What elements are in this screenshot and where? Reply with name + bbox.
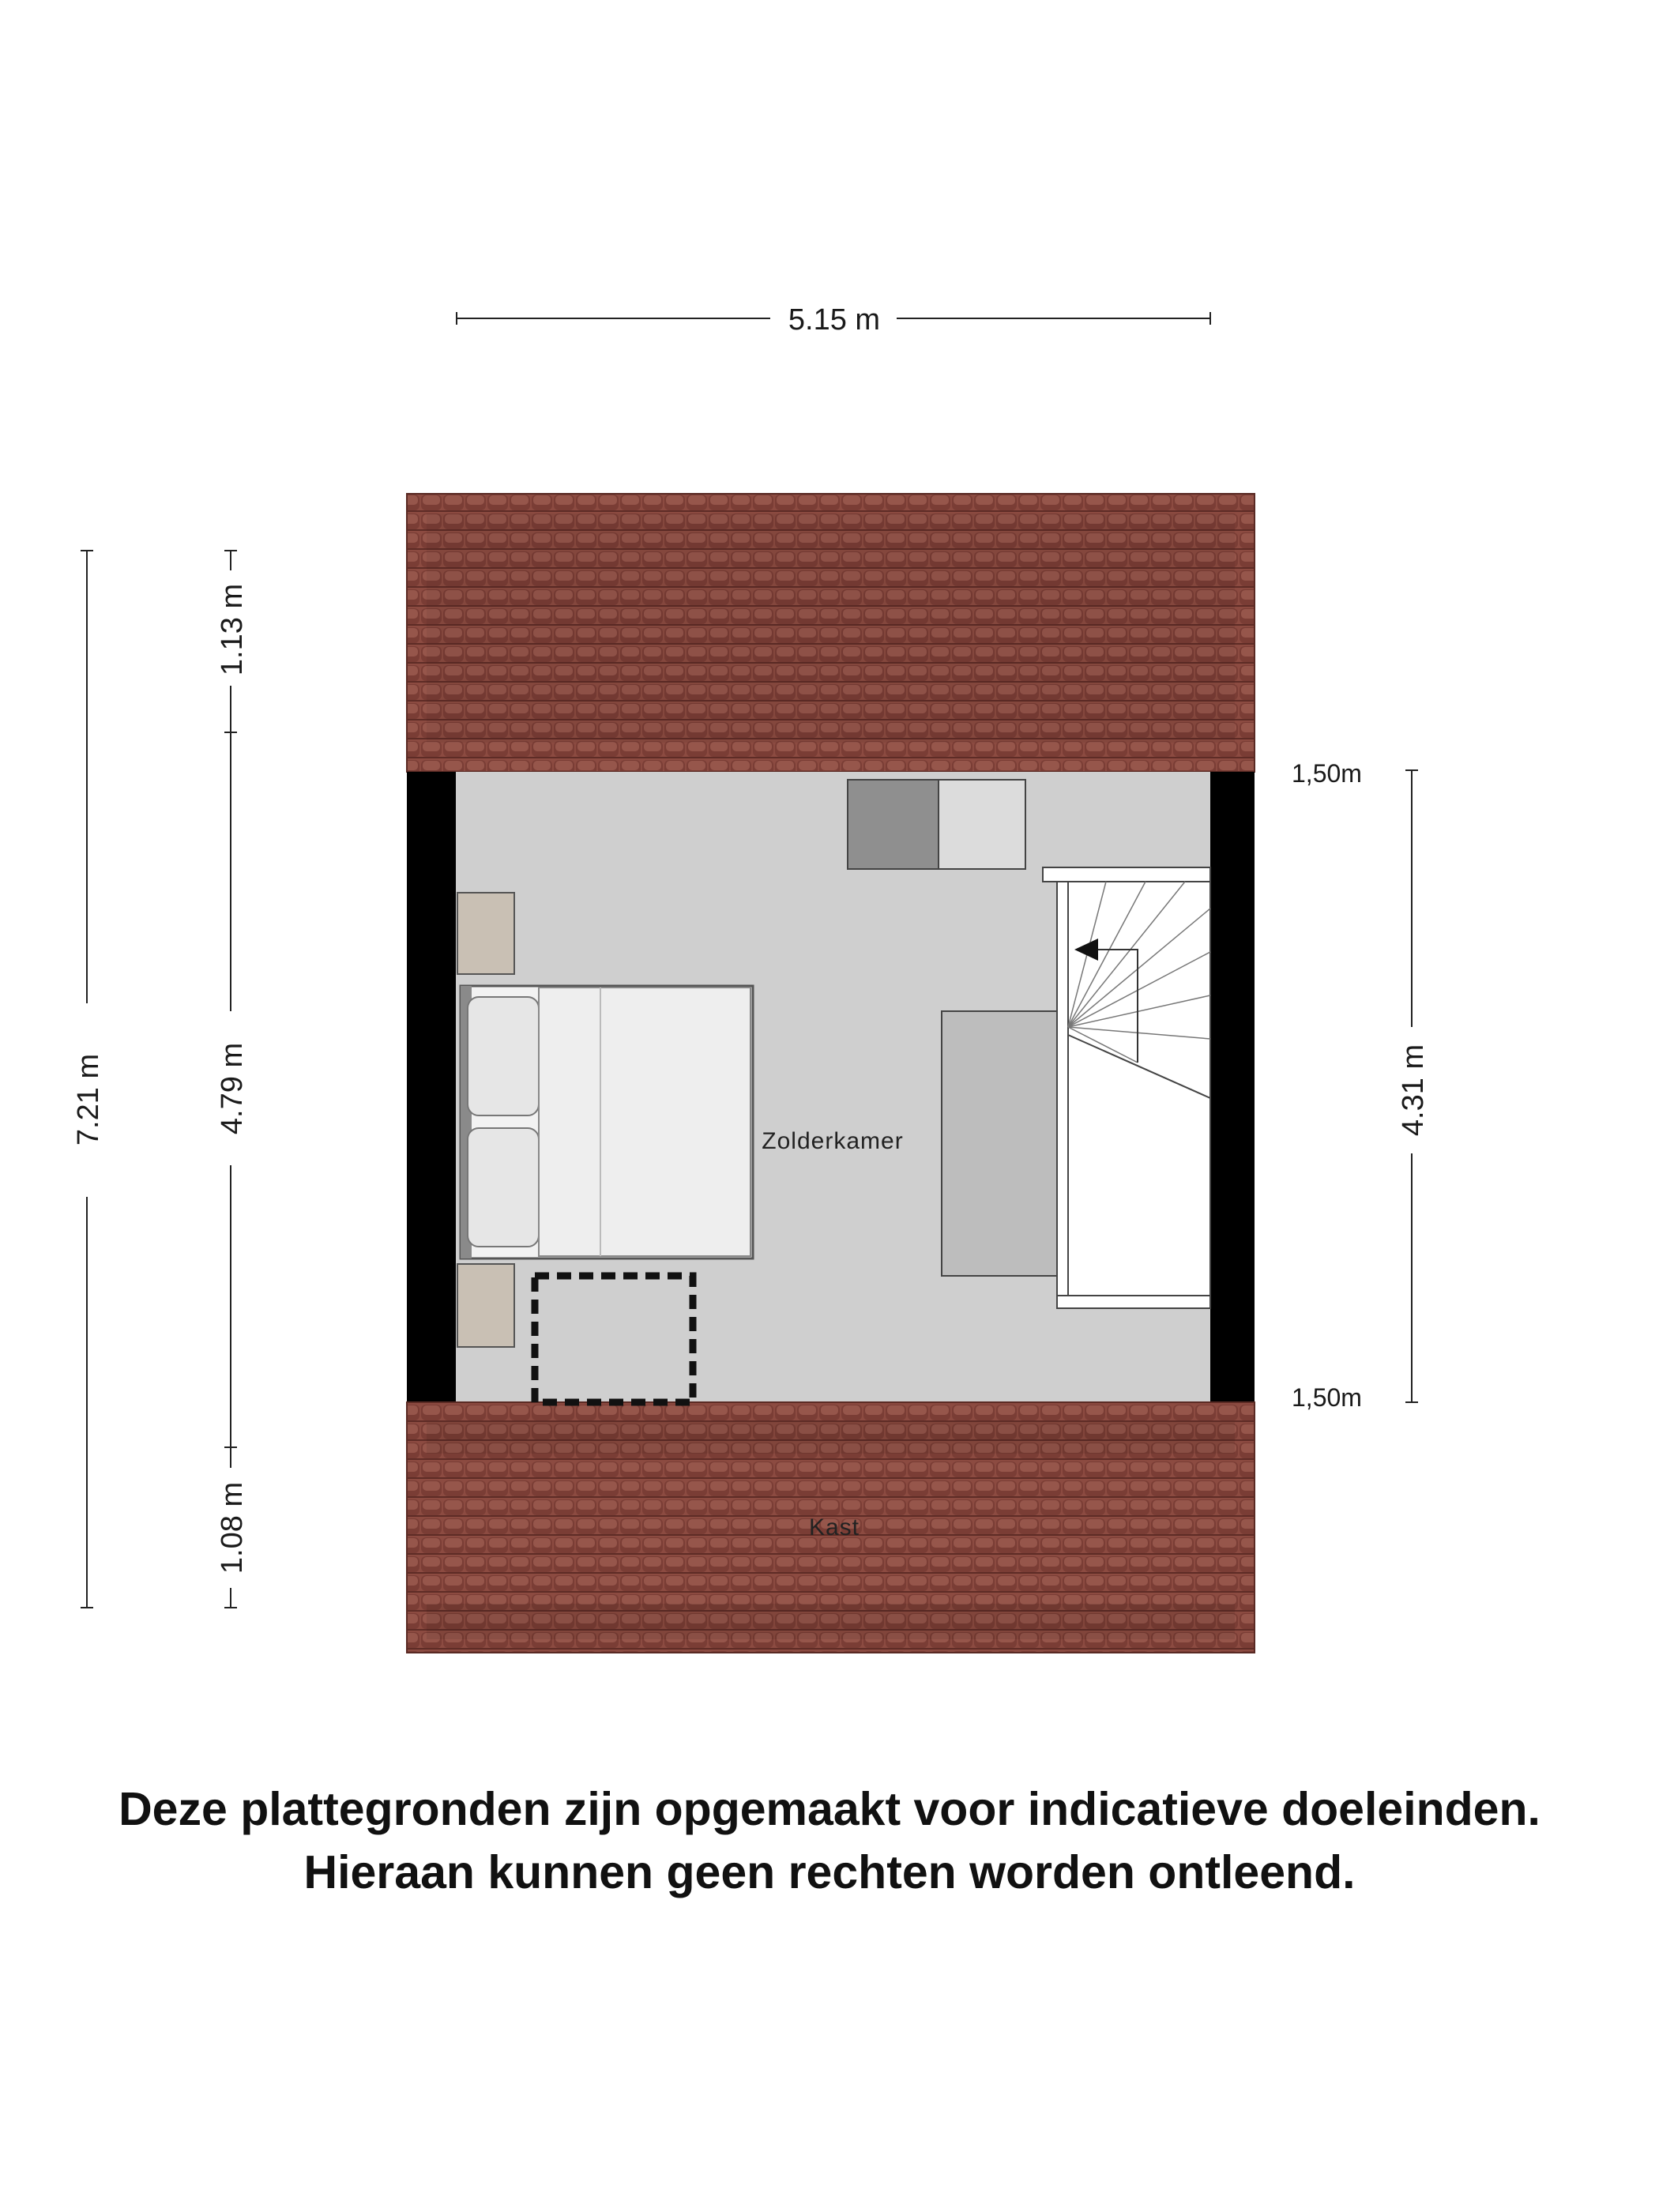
dimension-label-right-top: 1,50m: [1292, 759, 1362, 788]
dimension-label-left-middle: 4.79 m: [216, 1042, 249, 1135]
wall-left: [407, 772, 456, 1402]
disclaimer: [0, 1778, 1659, 1904]
nightstand-bottom: [457, 1264, 514, 1347]
room-label-zolderkamer: Zolderkamer: [762, 1128, 904, 1154]
dimension-label-left-total: 7.21 m: [72, 1053, 105, 1146]
dimension-left-total: [72, 551, 105, 1608]
stairwell: [1043, 867, 1210, 1308]
dimension-label-top-width: 5.15 m: [788, 303, 881, 337]
dimension-label-right-bottom: 1,50m: [1292, 1383, 1362, 1412]
room-label-kast: Kast: [808, 1514, 860, 1540]
roof-top: [407, 494, 1255, 772]
wardrobe: [942, 1011, 1058, 1276]
dimension-top-width: [457, 303, 1210, 337]
dimension-label-right-height: 4.31 m: [1397, 1044, 1430, 1137]
nightstand-top: [457, 893, 514, 974]
wall-right: [1210, 772, 1255, 1402]
dimension-label-left-top: 1.13 m: [216, 583, 249, 676]
dimension-left-segments: [216, 551, 249, 1608]
disclaimer-line-1: Deze plattegronden zijn opgemaakt voor indicatieve doeleinden.: [118, 1783, 1540, 1835]
disclaimer-line-2: Hieraan kunnen geen rechten worden ontleend.: [303, 1846, 1356, 1898]
dimension-right-height: [1292, 759, 1430, 1412]
bed: [461, 986, 753, 1258]
desk: [848, 780, 1025, 869]
dimension-label-left-bottom: 1.08 m: [216, 1481, 249, 1574]
